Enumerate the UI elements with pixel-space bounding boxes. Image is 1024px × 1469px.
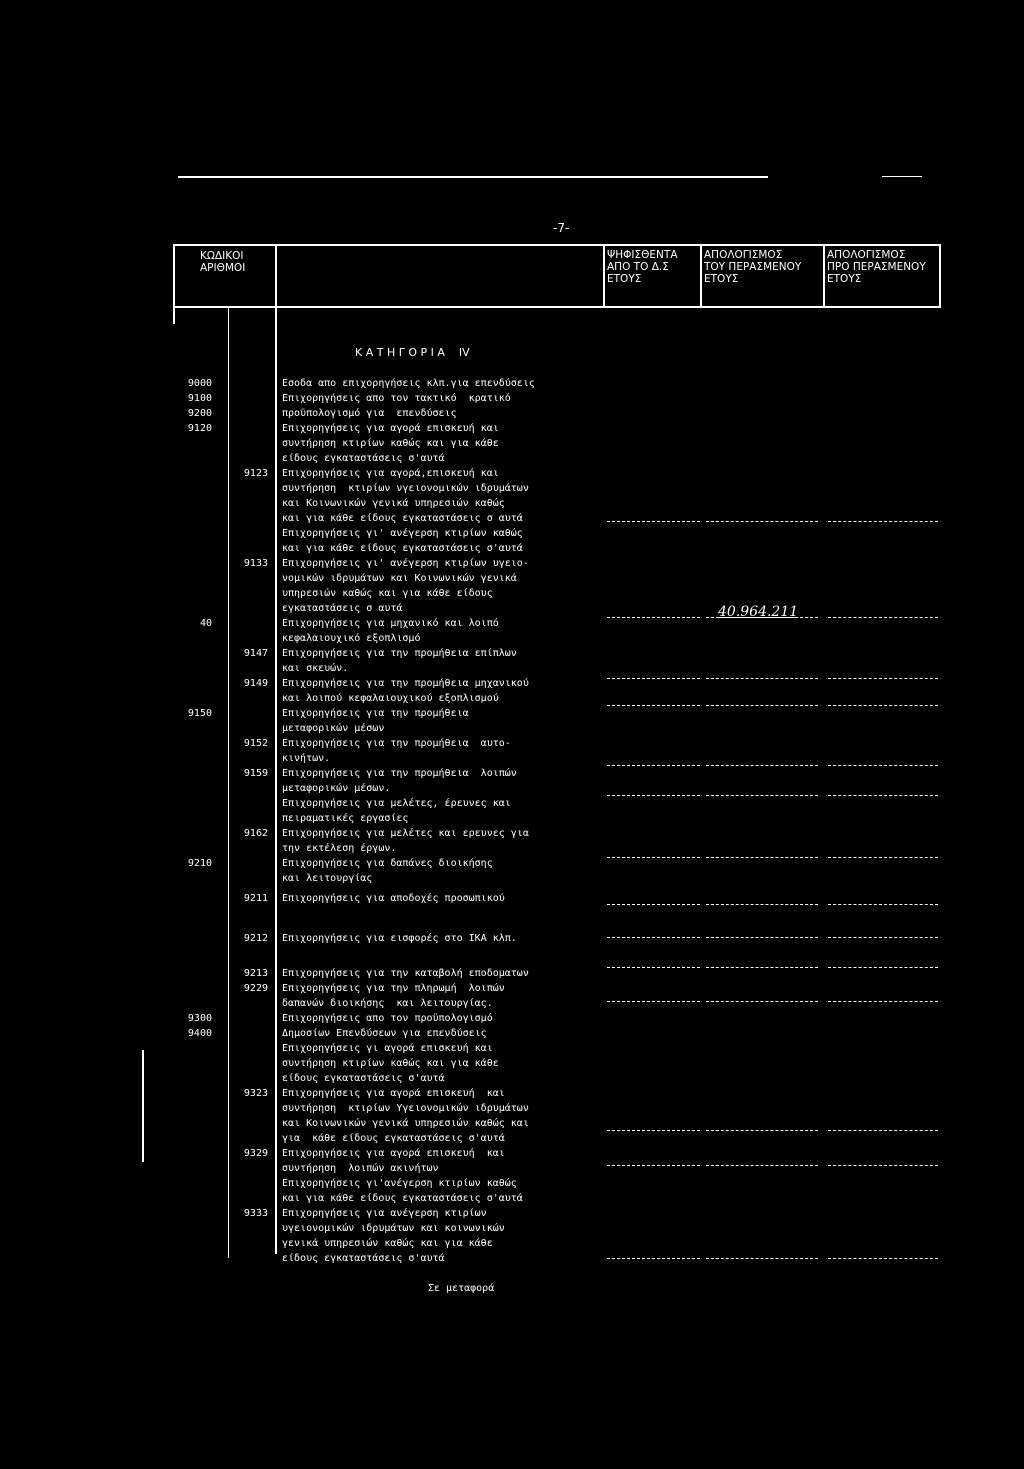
amount-dash xyxy=(607,765,700,766)
amount-dash xyxy=(607,1001,700,1002)
col-border-voted xyxy=(700,244,702,308)
main-code: 9200 xyxy=(187,408,212,419)
row-description: Επιχορηγήσεις για αγορά επισκευή και xyxy=(282,1148,505,1159)
row-description: Επιχορηγήσεις γι' ανέγερση κτιρίων καθώς xyxy=(282,528,523,539)
subcode-divider xyxy=(228,308,229,1258)
row-description: εγκαταστάσεις σ αυτά xyxy=(282,603,403,614)
amount-dash xyxy=(828,1258,938,1259)
row-description: είδους εγκαταστάσεις σ'αυτά xyxy=(282,1253,445,1264)
main-code: 9400 xyxy=(187,1028,212,1039)
row-description: πειραματικές εργασίες xyxy=(282,813,409,824)
row-description: είδους εγκαταστάσεις σ'αυτά xyxy=(282,453,445,464)
row-description: και σκευών. xyxy=(282,663,349,674)
row-description: Επιχορηγήσεις για αποδοχές προσωπικού xyxy=(282,893,505,904)
amount-dash xyxy=(706,857,818,858)
row-description: και Κοινωνικών γενικά υπηρεσιών καθώς xyxy=(282,498,505,509)
row-description: Επιχορηγήσεις γι'ανέγερση κτιρίων καθώς xyxy=(282,1178,517,1189)
table-top-border xyxy=(173,244,941,246)
row-description: για κάθε είδους εγκαταστάσεις σ'αυτά xyxy=(282,1133,505,1144)
sub-code: 9162 xyxy=(243,828,268,839)
row-description: και για κάθε είδους εγκαταστάσεις σ'αυτά xyxy=(282,543,523,554)
sub-code: 9123 xyxy=(243,468,268,479)
sub-code: 9212 xyxy=(243,933,268,944)
sub-code: 9333 xyxy=(243,1208,268,1219)
header-bottom-border xyxy=(173,306,941,308)
amount-dash xyxy=(607,1258,700,1259)
row-description: Εσοδα απο επιχορηγήσεις κλπ.για επενδύσεις xyxy=(282,378,535,389)
row-description: Επιχορηγήσεις για αγορά,επισκευή και xyxy=(282,468,499,479)
amount-dash xyxy=(706,765,818,766)
amount-dash xyxy=(607,678,700,679)
amount-dash xyxy=(828,521,938,522)
row-description: Επιχορηγήσεις γι αγορά επισκευή και xyxy=(282,1043,493,1054)
amount-dash xyxy=(706,678,818,679)
main-code: 9100 xyxy=(187,393,212,404)
row-description: Επιχορηγήσεις απο τον τακτικό κρατικό xyxy=(282,393,511,404)
row-description: και για κάθε είδους εγκαταστάσεις σ αυτά xyxy=(282,513,523,524)
amount-dash xyxy=(607,967,700,968)
main-code: 9210 xyxy=(187,858,212,869)
amount-dash xyxy=(607,1130,700,1131)
row-description: μεταφορικών μέσων xyxy=(282,723,385,734)
amount-dash xyxy=(828,1001,938,1002)
col-border-right xyxy=(939,244,941,308)
row-description: συντήρηση κτιρίων καθώς και για κάθε xyxy=(282,1058,499,1069)
amount-dash xyxy=(706,1165,818,1166)
row-description: Επιχορηγήσεις για ανέγερση κτιρίων xyxy=(282,1208,487,1219)
row-description: κεφαλαιουχικό εξοπλισμό xyxy=(282,633,421,644)
row-description: Επιχορηγήσεις για μηχανικό και λοιπό xyxy=(282,618,499,629)
amount-dash xyxy=(828,967,938,968)
main-code: 9120 xyxy=(187,423,212,434)
col-border-prev xyxy=(823,244,825,308)
amount-dash xyxy=(607,857,700,858)
row-description: την εκτέλεση έργων. xyxy=(282,843,397,854)
sub-code: 9147 xyxy=(243,648,268,659)
amount-dash xyxy=(607,795,700,796)
header-voted: ΨΗΦΙΣΘΕΝΤΑ ΑΠΟ ΤΟ Δ.Σ ΕΤΟΥΣ xyxy=(607,249,678,285)
amount-dash xyxy=(607,904,700,905)
row-description: προϋπολογισμό για επενδύσεις xyxy=(282,408,457,419)
row-description: δαπανών διοικήσης και λειτουργίας. xyxy=(282,998,493,1009)
col-border-left xyxy=(173,244,175,324)
main-code: 9000 xyxy=(187,378,212,389)
row-description: Επιχορηγήσεις για την προμήθεια μηχανικού xyxy=(282,678,529,689)
top-rule-left xyxy=(178,176,768,178)
amount-dash xyxy=(828,904,938,905)
sub-code: 9213 xyxy=(243,968,268,979)
handwritten-amount: 40.964.211 xyxy=(718,604,799,620)
row-description: γενικά υπηρεσιών καθώς και για κάθε xyxy=(282,1238,493,1249)
sub-code: 9229 xyxy=(243,983,268,994)
row-description: συντήρηση λοιπών ακινήτων xyxy=(282,1163,439,1174)
amount-dash xyxy=(828,795,938,796)
category-title: Κ Α Τ Η Γ Ο Ρ Ι Α IV xyxy=(355,346,470,359)
row-description: και Κοινωνικών γενικά υπηρεσιών καθώς και xyxy=(282,1118,529,1129)
amount-dash xyxy=(706,904,818,905)
row-description: Επιχορηγήσεις απο τον προϋπολογισμό xyxy=(282,1013,493,1024)
amount-dash xyxy=(706,1130,818,1131)
amount-dash xyxy=(828,1165,938,1166)
amount-dash xyxy=(828,857,938,858)
row-description: Επιχορηγήσεις για την προμήθεια αυτο- xyxy=(282,738,511,749)
amount-dash xyxy=(706,705,818,706)
row-description: και για κάθε είδους εγκαταστάσεις σ'αυτά xyxy=(282,1193,523,1204)
row-description: Επιχορηγήσεις γι' ανέγερση κτιρίων υγειο- xyxy=(282,558,529,569)
row-description: συντήρηση κτιρίων καθώς και για κάθε xyxy=(282,438,499,449)
row-description: υπηρεσιών καθώς και για κάθε είδους xyxy=(282,588,493,599)
row-description: Επιχορηγήσεις για την προμήθεια λοιπών xyxy=(282,768,517,779)
amount-dash xyxy=(828,1130,938,1131)
amount-dash xyxy=(607,1165,700,1166)
row-description: Επιχορηγήσεις για την προμήθεια xyxy=(282,708,469,719)
sub-code: 9152 xyxy=(243,738,268,749)
row-description: Επιχορηγήσεις για εισφορές στο ΙΚΑ κλπ. xyxy=(282,933,517,944)
row-description: Επιχορηγήσεις για μελέτες και ερευνες για xyxy=(282,828,529,839)
row-description: νομικών ιδρυμάτων και Κοινωνικών γενικά xyxy=(282,573,517,584)
row-description: κινήτων. xyxy=(282,753,331,764)
row-description: Επιχορηγήσεις για αγορά επισκευή και xyxy=(282,1088,505,1099)
main-code: 9150 xyxy=(187,708,212,719)
amount-dash xyxy=(607,937,700,938)
row-description: είδους εγκαταστάσεις σ'αυτά xyxy=(282,1073,445,1084)
amount-dash xyxy=(607,705,700,706)
col-border-codes xyxy=(275,244,277,1254)
amount-dash xyxy=(706,1001,818,1002)
amount-dash xyxy=(706,1258,818,1259)
header-prev-year: ΑΠΟΛΟΓΙΣΜΟΣ ΤΟΥ ΠΕΡΑΣΜΕΝΟΥ ΕΤΟΥΣ xyxy=(704,249,802,285)
sub-code: 9323 xyxy=(243,1088,268,1099)
amount-dash xyxy=(828,765,938,766)
amount-dash xyxy=(828,617,938,618)
amount-dash xyxy=(828,937,938,938)
row-description: Επιχορηγήσεις για την πληρωμή λοιπών xyxy=(282,983,505,994)
row-description: Επιχορηγήσεις για δαπάνες διοικήσης xyxy=(282,858,493,869)
amount-dash xyxy=(607,521,700,522)
page-number: -7- xyxy=(553,221,570,235)
sub-code: 9149 xyxy=(243,678,268,689)
row-description: και λειτουργίας xyxy=(282,873,373,884)
amount-dash xyxy=(706,795,818,796)
row-description: και λοιπού κεφαλαιουχικού εξοπλισμού xyxy=(282,693,499,704)
main-code: 9300 xyxy=(187,1013,212,1024)
row-description: συντήρηση κτιρίων Υγειονομικών ιδρυμάτων xyxy=(282,1103,529,1114)
col-border-text xyxy=(603,244,605,308)
main-code: 40 xyxy=(199,618,212,629)
row-description: Επιχορηγήσεις για μελέτες, έρευνες και xyxy=(282,798,511,809)
amount-dash xyxy=(706,967,818,968)
amount-dash xyxy=(706,937,818,938)
sub-code: 9329 xyxy=(243,1148,268,1159)
sub-code: 9159 xyxy=(243,768,268,779)
row-description: Επιχορηγήσεις για την καταβολή εποδοματων xyxy=(282,968,529,979)
footer-text: Σε μεταφορά xyxy=(428,1283,495,1294)
margin-mark xyxy=(142,1050,144,1162)
amount-dash xyxy=(828,678,938,679)
header-codes: ΚΩΔΙΚΟΙ ΑΡΙΘΜΟΙ xyxy=(200,250,246,274)
row-description: μεταφορικών μέσων. xyxy=(282,783,391,794)
row-description: Επιχορηγήσεις για αγορά επισκευή και xyxy=(282,423,499,434)
top-rule-right xyxy=(882,176,922,177)
amount-dash xyxy=(607,617,700,618)
header-before-prev-year: ΑΠΟΛΟΓΙΣΜΟΣ ΠΡΟ ΠΕΡΑΣΜΕΝΟΥ ΕΤΟΥΣ xyxy=(827,249,926,285)
amount-dash xyxy=(706,521,818,522)
row-description: Επιχορηγήσεις για την προμήθεια επίπλων xyxy=(282,648,517,659)
row-description: Δημοσίων Επενδύσεων για επενδύσεις xyxy=(282,1028,487,1039)
sub-code: 9133 xyxy=(243,558,268,569)
row-description: συντήρηση κτιρίων νγειονομικών ιδρυμάτων xyxy=(282,483,529,494)
sub-code: 9211 xyxy=(243,893,268,904)
amount-dash xyxy=(828,705,938,706)
row-description: υγειονομικών ιδρυμάτων και κοινωνικών xyxy=(282,1223,505,1234)
